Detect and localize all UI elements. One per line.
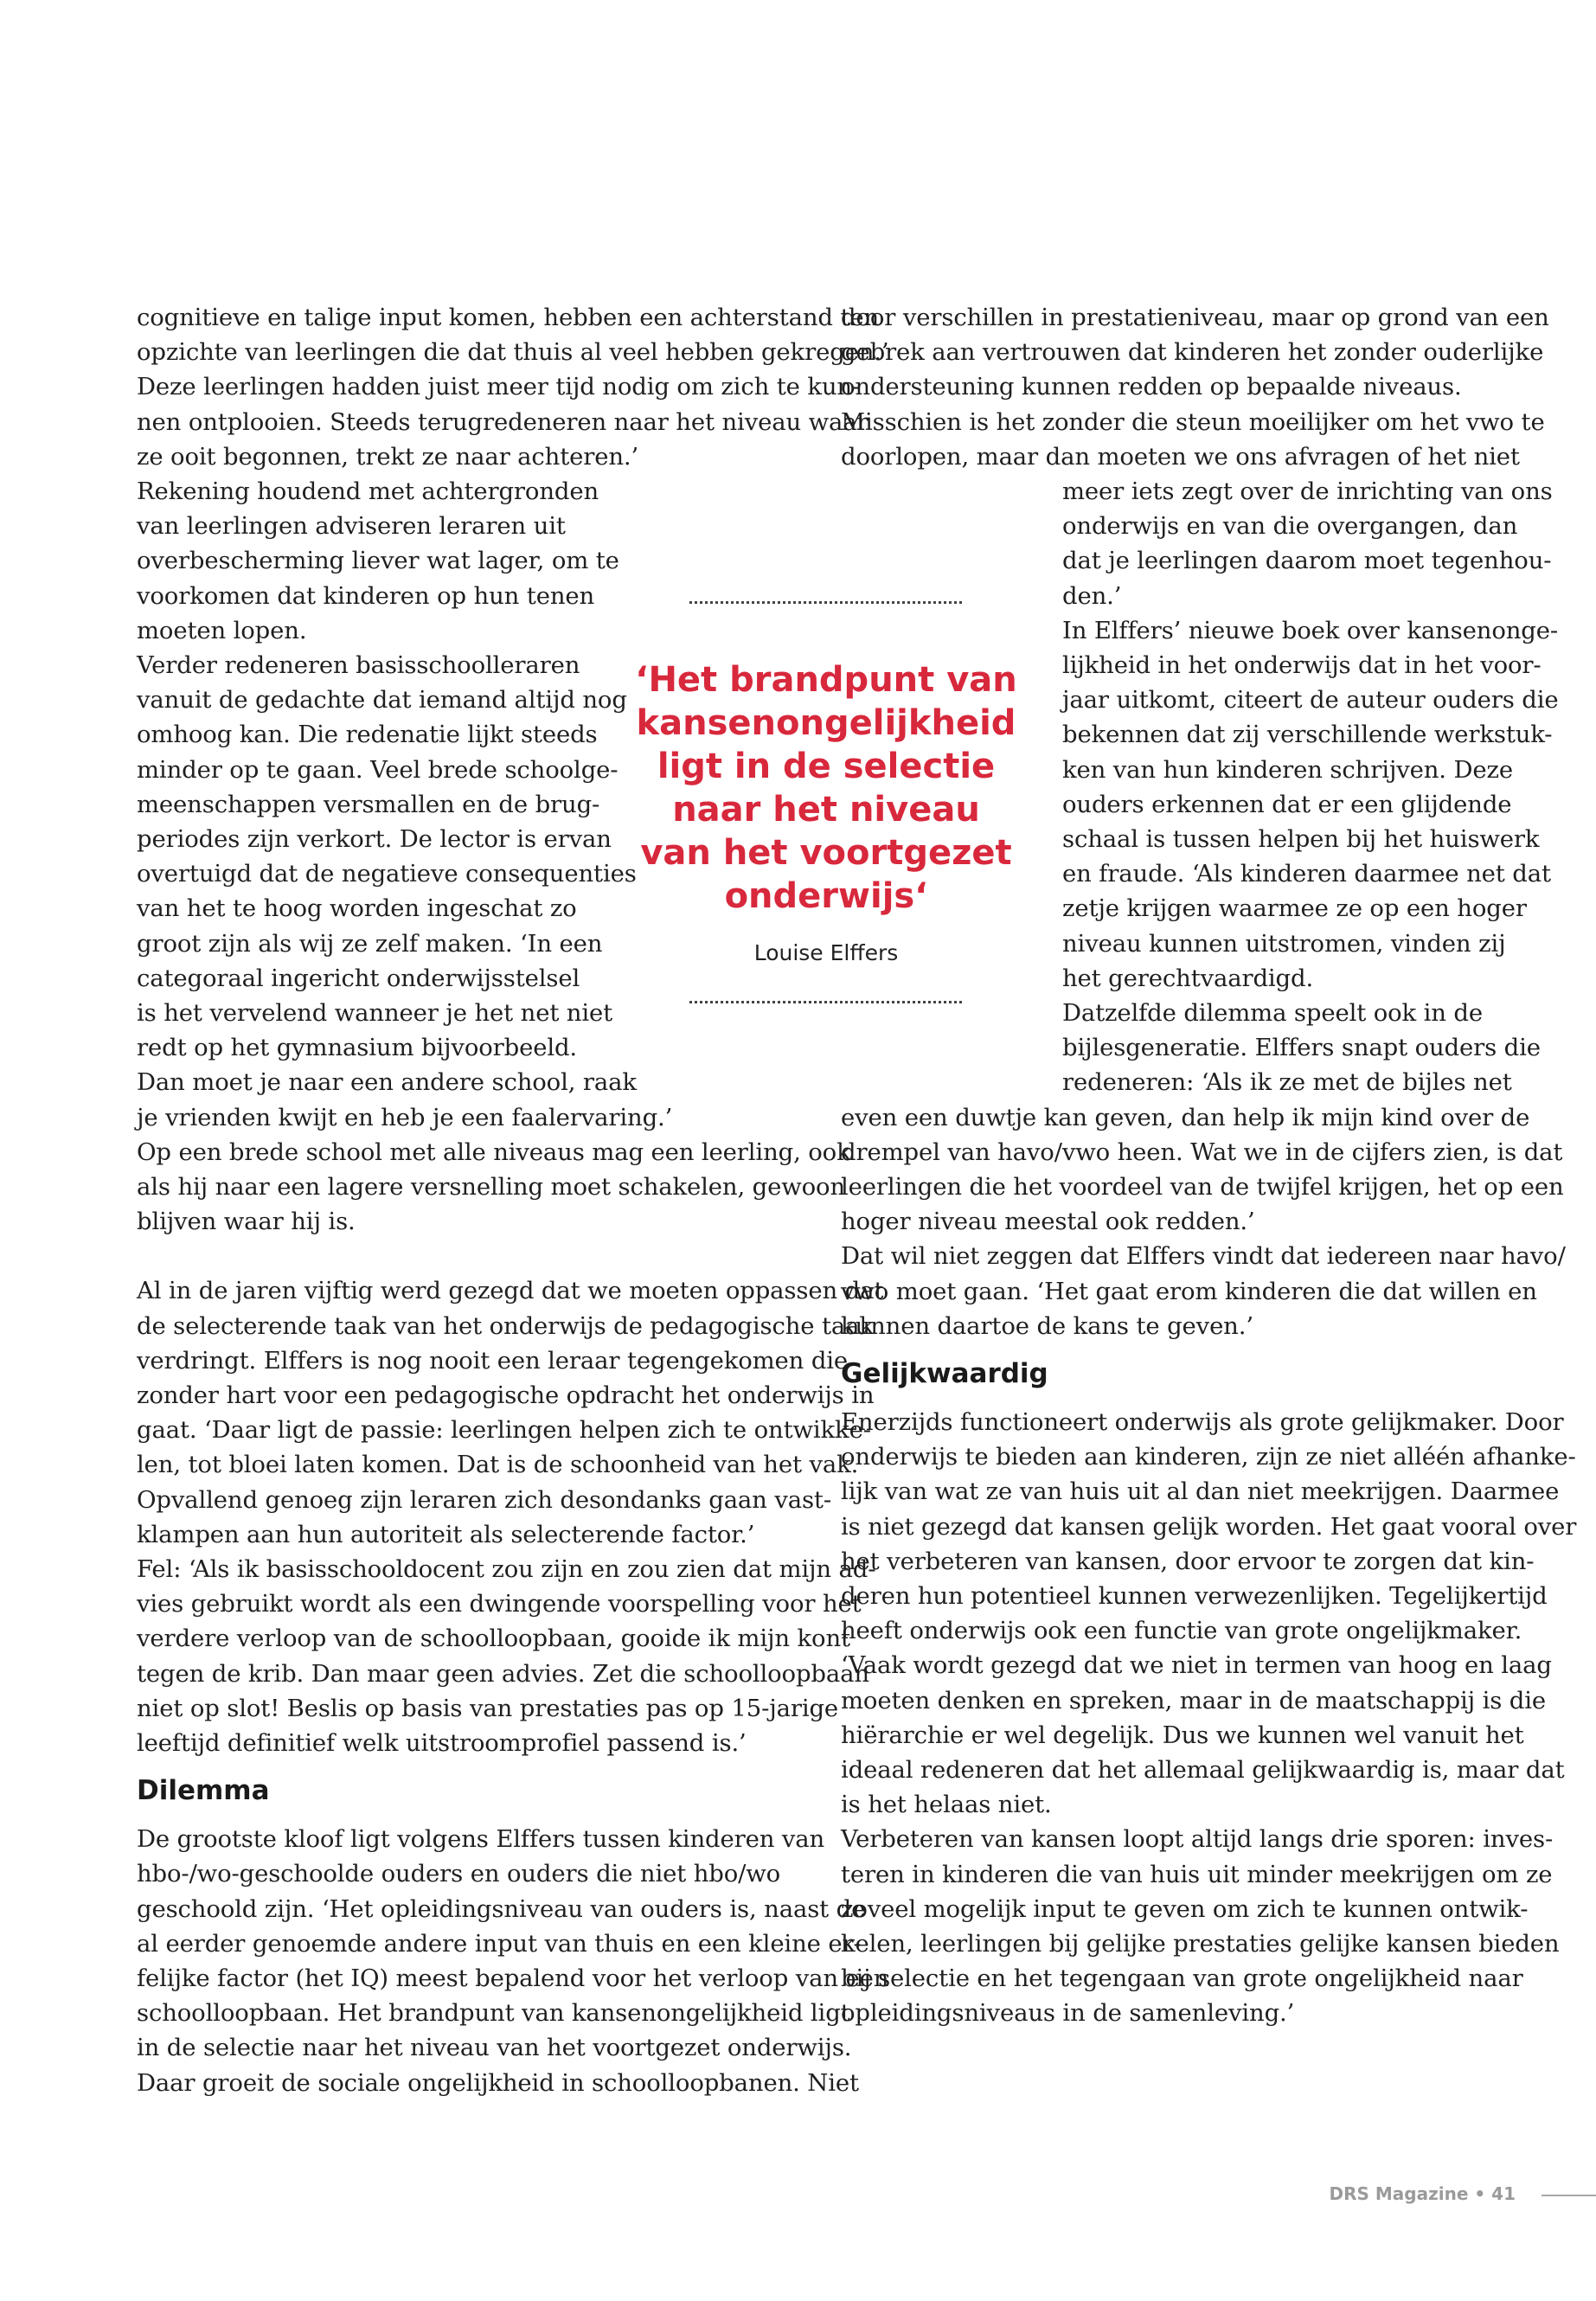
pull-quote-bottom-divider xyxy=(689,1001,962,1003)
text-line: schoolloopbaan. Het brandpunt van kansenongelijkheid ligt xyxy=(137,1999,850,2027)
text-line: van het te hoog worden ingeschat zo xyxy=(137,894,577,922)
text-line: ze ooit begonnen, trekt ze naar achteren.’ xyxy=(137,443,639,471)
pull-quote-line: naar het niveau xyxy=(672,790,980,830)
text-line: Al in de jaren vijftig werd gezegd dat we moeten oppassen dat xyxy=(137,1277,884,1304)
text-line: len, tot bloei laten komen. Dat is de schoonheid van het vak. xyxy=(137,1451,859,1478)
text-line: omhoog kan. Die redenatie lijkt steeds xyxy=(137,721,598,748)
text-line: De grootste kloof ligt volgens Elffers tussen kinderen van xyxy=(137,1825,825,1853)
text-line: opzichte van leerlingen die dat thuis al veel hebben gekregen.’ xyxy=(137,338,889,366)
text-line: felijke factor (het IQ) meest bepalend voor het verloop van een xyxy=(137,1965,889,1992)
text-line: In Elffers’ nieuwe boek over kansenonge- xyxy=(1062,617,1559,644)
text-line: moeten lopen. xyxy=(137,617,307,644)
text-line: meer iets zegt over de inrichting van ons xyxy=(1062,478,1553,505)
text-line: even een duwtje kan geven, dan help ik mijn kind over de xyxy=(841,1104,1530,1131)
text-line: van leerlingen adviseren leraren uit xyxy=(137,512,566,540)
text-line: onderwijs en van die overgangen, dan xyxy=(1062,512,1518,540)
page-number: 41 xyxy=(1491,2183,1516,2204)
text-line: ‘Vaak wordt gezegd dat we niet in termen van hoog en laag xyxy=(841,1651,1552,1679)
pull-quote-text xyxy=(631,658,1021,918)
text-line: leerlingen die het voordeel van de twijfel krijgen, het op een xyxy=(841,1173,1564,1201)
text-line: minder op te gaan. Veel brede schoolge- xyxy=(137,756,619,784)
text-line: verdere verloop van de schoolloopbaan, gooide ik mijn kont xyxy=(137,1625,850,1652)
text-line: Rekening houdend met achtergronden xyxy=(137,478,599,505)
text-line: in de selectie naar het niveau van het voortgezet onderwijs. xyxy=(137,2034,852,2061)
text-line: redeneren: ‘Als ik ze met de bijles net xyxy=(1062,1068,1512,1096)
text-line: meenschappen versmallen en de brug- xyxy=(137,791,600,818)
text-line: den.’ xyxy=(1062,582,1122,610)
text-line: overbescherming liever wat lager, om te xyxy=(137,547,619,574)
text-line: teren in kinderen die van huis uit minder meekrijgen om ze xyxy=(841,1861,1553,1888)
text-line: vies gebruikt wordt als een dwingende voorspelling voor het xyxy=(137,1590,862,1618)
text-line: geschoold zijn. ‘Het opleidingsniveau van ouders is, naast de xyxy=(137,1895,866,1923)
text-line: deren hun potentieel kunnen verwezenlijken. Tegelijkertijd xyxy=(841,1582,1548,1610)
text-line: Op een brede school met alle niveaus mag een leerling, ook xyxy=(137,1138,851,1166)
heading-dilemma: Dilemma xyxy=(137,1775,270,1806)
heading-gelijkwaardig: Gelijkwaardig xyxy=(841,1358,1048,1389)
text-line: Datzelfde dilemma speelt ook in de xyxy=(1062,999,1484,1027)
text-line: ondersteuning kunnen redden op bepaalde niveaus. xyxy=(841,373,1462,401)
text-line: het gerechtvaardigd. xyxy=(1062,965,1314,992)
page-footer xyxy=(1330,2183,1516,2204)
text-line: Misschien is het zonder die steun moeilijker om het vwo te xyxy=(841,408,1545,436)
text-line: lijkheid in het onderwijs dat in het voor- xyxy=(1062,651,1542,679)
text-line: Opvallend genoeg zijn leraren zich desondanks gaan vast- xyxy=(137,1486,831,1514)
text-line: Dan moet je naar een andere school, raak xyxy=(137,1068,637,1096)
text-line: kunnen daartoe de kans te geven.’ xyxy=(841,1312,1253,1340)
text-line: schaal is tussen helpen bij het huiswerk xyxy=(1062,825,1540,853)
pull-quote-author: Louise Elffers xyxy=(753,940,899,965)
text-line: voorkomen dat kinderen op hun tenen xyxy=(137,582,595,610)
text-line: ouders erkennen dat er een glijdende xyxy=(1062,791,1512,818)
text-line: vanuit de gedachte dat iemand altijd nog xyxy=(137,686,627,714)
text-line: is het helaas niet. xyxy=(841,1791,1052,1818)
text-line: bij selectie en het tegengaan van grote ongelijkheid naar xyxy=(841,1965,1523,1992)
text-line: zetje krijgen waarmee ze op een hoger xyxy=(1062,894,1527,922)
text-line: periodes zijn verkort. De lector is ervan xyxy=(137,825,612,853)
text-line: is het vervelend wanneer je het net niet xyxy=(137,999,613,1027)
text-line: opleidingsniveaus in de samenleving.’ xyxy=(841,1999,1295,2027)
text-line: heeft onderwijs ook een functie van grote ongelijkmaker. xyxy=(841,1617,1522,1644)
text-line: hoger niveau meestal ook redden.’ xyxy=(841,1208,1255,1235)
text-line: Enerzijds functioneert onderwijs als grote gelijkmaker. Door xyxy=(841,1408,1564,1436)
text-line: jaar uitkomt, citeert de auteur ouders die xyxy=(1062,686,1559,714)
text-line: je vrienden kwijt en heb je een faalervaring.’ xyxy=(137,1104,673,1131)
text-line: gebrek aan vertrouwen dat kinderen het zonder ouderlijke xyxy=(841,338,1544,366)
magazine-name: DRS Magazine xyxy=(1329,2183,1469,2204)
pull-quote-line: ‘Het brandpunt van xyxy=(635,660,1017,700)
text-line: bekennen dat zij verschillende werkstuk- xyxy=(1062,721,1553,748)
text-line: Verbeteren van kansen loopt altijd langs drie sporen: inves- xyxy=(841,1825,1554,1853)
footer-separator: • xyxy=(1474,2183,1486,2204)
text-line: onderwijs te bieden aan kinderen, zijn ze niet alléén afhanke- xyxy=(841,1443,1576,1471)
text-line: zonder hart voor een pedagogische opdracht het onderwijs in xyxy=(137,1381,875,1409)
pull-quote-line: kansenongelijkheid xyxy=(636,703,1016,743)
text-line: verdringt. Elffers is nog nooit een leraar tegengekomen die xyxy=(137,1347,849,1375)
pull-quote-line: ligt in de selectie xyxy=(657,747,996,786)
text-line: het verbeteren van kansen, door ervoor te zorgen dat kin- xyxy=(841,1548,1535,1575)
text-line: hbo-/wo-geschoolde ouders en ouders die niet hbo/wo xyxy=(137,1860,781,1888)
text-line: redt op het gymnasium bijvoorbeeld. xyxy=(137,1034,578,1061)
text-line: Daar groeit de sociale ongelijkheid in schoolloopbanen. Niet xyxy=(137,2069,859,2097)
text-line: Fel: ‘Als ik basisschooldocent zou zijn en zou zien dat mijn ad- xyxy=(137,1555,876,1583)
text-line: kelen, leerlingen bij gelijke prestaties gelijke kansen bieden xyxy=(841,1930,1560,1958)
text-line: gaat. ‘Daar ligt de passie: leerlingen helpen zich te ontwikke- xyxy=(137,1416,871,1444)
text-line: zoveel mogelijk input te geven om zich te kunnen ontwik- xyxy=(841,1895,1529,1923)
text-line: niet op slot! Beslis op basis van prestaties pas op 15-jarige xyxy=(137,1695,839,1722)
footer-rule xyxy=(1542,2195,1596,2196)
text-line: vwo moet gaan. ‘Het gaat erom kinderen die dat willen en xyxy=(841,1278,1537,1305)
text-line: nen ontplooien. Steeds terugredeneren naar het niveau waar xyxy=(137,408,869,436)
text-line: bijlesgeneratie. Elffers snapt ouders die xyxy=(1062,1034,1541,1061)
text-line: ideaal redeneren dat het allemaal gelijkwaardig is, maar dat xyxy=(841,1756,1565,1784)
text-line: lijk van wat ze van huis uit al dan niet meekrijgen. Daarmee xyxy=(841,1477,1560,1505)
pull-quote-line: onderwijs‘ xyxy=(724,876,928,916)
text-line: door verschillen in prestatieniveau, maar op grond van een xyxy=(841,304,1549,331)
text-line: Deze leerlingen hadden juist meer tijd nodig om zich te kun- xyxy=(137,373,861,401)
pull-quote xyxy=(631,591,1021,1002)
text-line: moeten denken en spreken, maar in de maatschappij is die xyxy=(841,1687,1547,1715)
text-line: drempel van havo/vwo heen. Wat we in de cijfers zien, is dat xyxy=(841,1138,1563,1166)
text-line: leeftijd definitief welk uitstroomprofiel passend is.’ xyxy=(137,1729,747,1757)
text-line: als hij naar een lagere versnelling moet schakelen, gewoon xyxy=(137,1173,845,1201)
text-line: hiërarchie er wel degelijk. Dus we kunnen wel vanuit het xyxy=(841,1721,1524,1749)
text-line: overtuigd dat de negatieve consequenties xyxy=(137,860,637,888)
text-line: klampen aan hun autoriteit als selecterende factor.’ xyxy=(137,1521,755,1548)
text-line: Verder redeneren basisschoolleraren xyxy=(137,651,580,679)
pull-quote-top-divider xyxy=(689,601,962,604)
text-line: de selecterende taak van het onderwijs de pedagogische taak xyxy=(137,1312,874,1340)
text-line: cognitieve en talige input komen, hebben een achterstand ten xyxy=(137,304,880,331)
text-line: niveau kunnen uitstromen, vinden zij xyxy=(1062,930,1506,958)
text-line: dat je leerlingen daarom moet tegenhou- xyxy=(1062,547,1552,574)
text-line: Dat wil niet zeggen dat Elffers vindt dat iedereen naar havo/ xyxy=(841,1242,1566,1270)
text-line: ken van hun kinderen schrijven. Deze xyxy=(1062,756,1513,784)
text-line: categoraal ingericht onderwijsstelsel xyxy=(137,965,580,992)
text-line: is niet gezegd dat kansen gelijk worden. Het gaat vooral over xyxy=(841,1513,1577,1541)
text-line: groot zijn als wij ze zelf maken. ‘In een xyxy=(137,930,603,958)
text-line: en fraude. ‘Als kinderen daarmee net dat xyxy=(1062,860,1551,888)
pull-quote-line: van het voortgezet xyxy=(640,833,1012,873)
text-line: doorlopen, maar dan moeten we ons afvragen of het niet xyxy=(841,443,1520,471)
text-line: blijven waar hij is. xyxy=(137,1208,356,1235)
text-line: al eerder genoemde andere input van thuis en een kleine er- xyxy=(137,1930,862,1958)
text-line: tegen de krib. Dan maar geen advies. Zet die schoolloopbaan xyxy=(137,1660,869,1688)
